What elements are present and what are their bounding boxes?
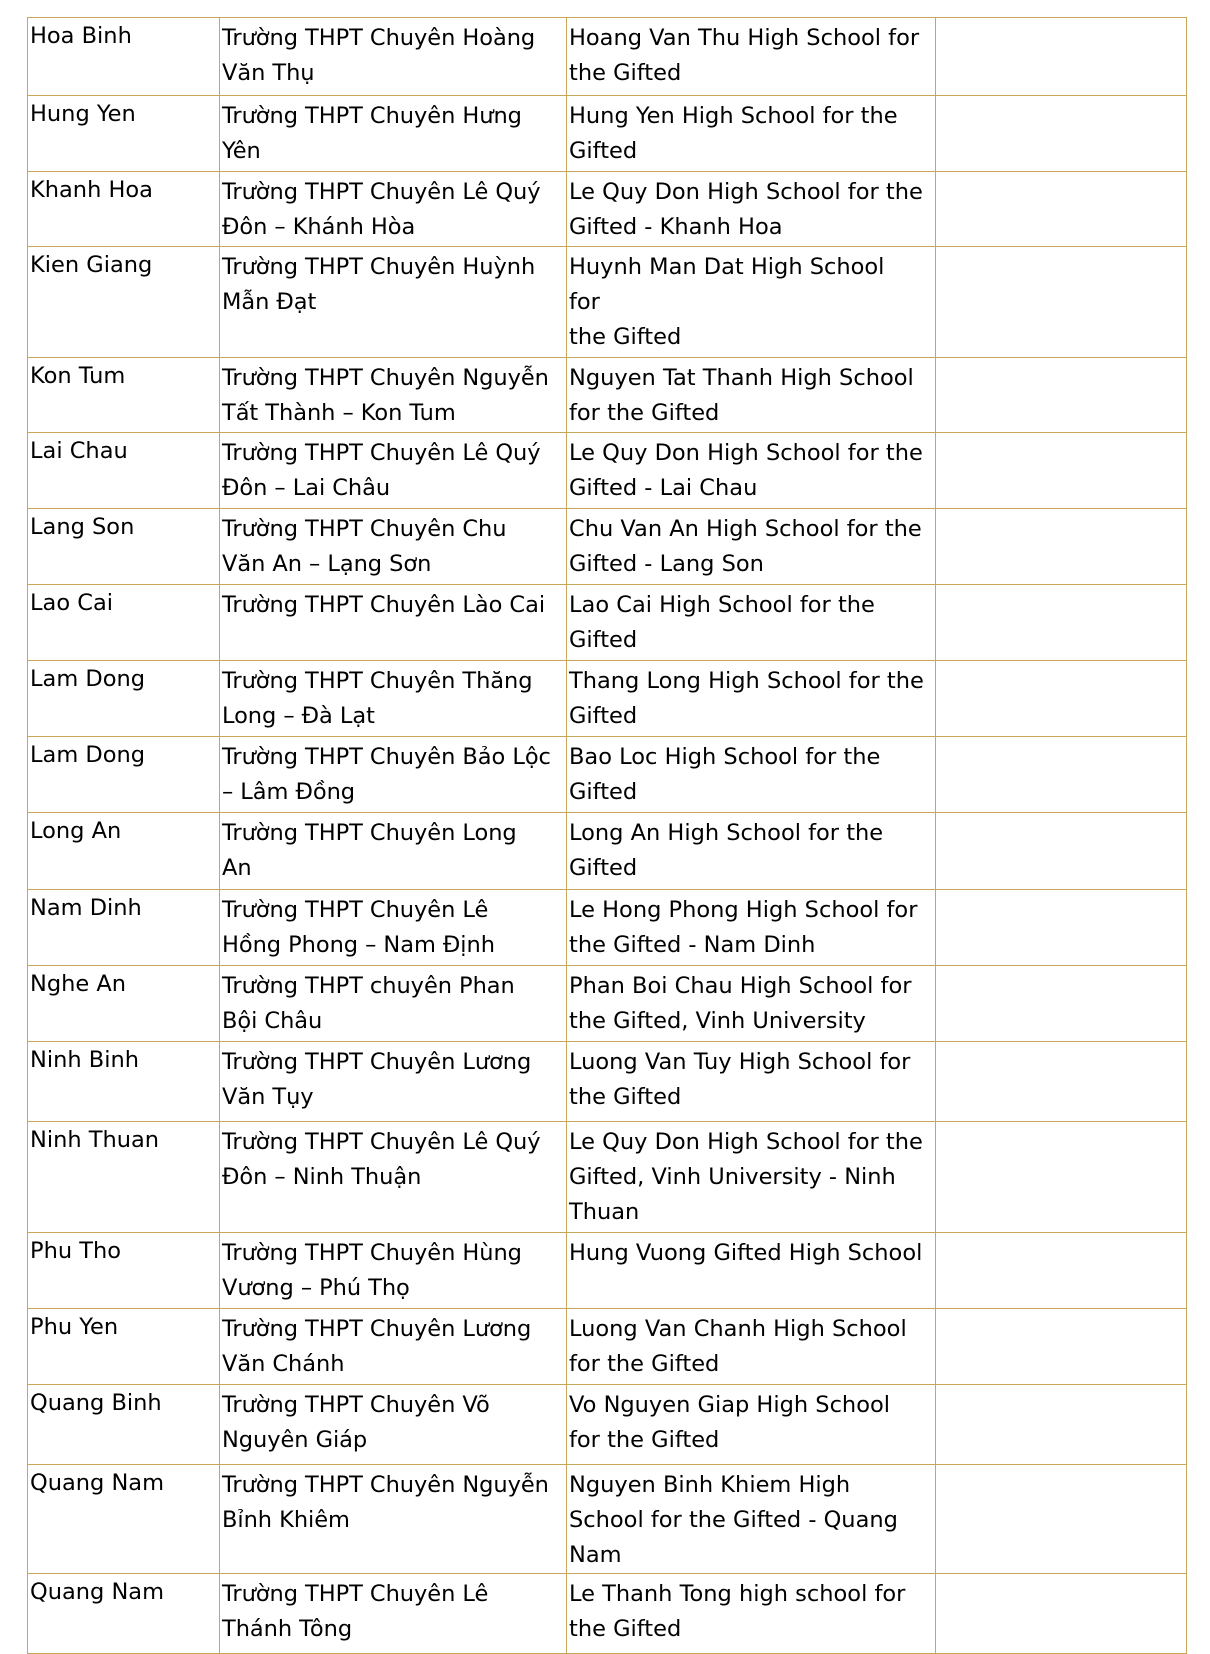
english-school-name: Le Quy Don High School for the Gifted - Lai Chau bbox=[569, 440, 923, 501]
note-cell bbox=[936, 433, 1187, 509]
province-cell bbox=[28, 1465, 220, 1574]
english-school-name: Huynh Man Dat High School for the Gifted bbox=[569, 254, 885, 350]
english-name-cell bbox=[567, 966, 936, 1042]
province-name: Hoa Binh bbox=[30, 23, 132, 49]
vietnamese-name-cell bbox=[220, 585, 567, 661]
vietnamese-school-name: Trường THPT Chuyên Hưng Yên bbox=[222, 103, 522, 164]
province-name: Khanh Hoa bbox=[30, 177, 153, 203]
note-cell bbox=[936, 1574, 1187, 1654]
province-cell bbox=[28, 890, 220, 966]
province-name: Phu Tho bbox=[30, 1238, 122, 1264]
table-row bbox=[28, 1042, 1187, 1122]
english-school-name: Lao Cai High School for the Gifted bbox=[569, 592, 875, 653]
province-cell bbox=[28, 247, 220, 358]
province-name: Lao Cai bbox=[30, 590, 113, 616]
english-school-name: Long An High School for the Gifted bbox=[569, 820, 884, 881]
vietnamese-school-name: Trường THPT Chuyên Nguyễn Bỉnh Khiêm bbox=[222, 1472, 549, 1533]
vietnamese-name-cell bbox=[220, 737, 567, 813]
english-school-name: Le Quy Don High School for the Gifted - Khanh Hoa bbox=[569, 179, 923, 240]
province-cell bbox=[28, 18, 220, 96]
province-cell bbox=[28, 813, 220, 890]
vietnamese-school-name: Trường THPT Chuyên Lương Văn Chánh bbox=[222, 1316, 532, 1377]
english-name-cell bbox=[567, 1465, 936, 1574]
vietnamese-school-name: Trường THPT Chuyên Bảo Lộc – Lâm Đồng bbox=[222, 744, 551, 805]
vietnamese-school-name: Trường THPT Chuyên Hoàng Văn Thụ bbox=[222, 25, 536, 86]
english-school-name: Vo Nguyen Giap High School for the Gifted bbox=[569, 1392, 890, 1453]
table-row bbox=[28, 813, 1187, 890]
vietnamese-school-name: Trường THPT Chuyên Võ Nguyên Giáp bbox=[222, 1392, 490, 1453]
vietnamese-name-cell bbox=[220, 96, 567, 172]
vietnamese-name-cell bbox=[220, 433, 567, 509]
vietnamese-name-cell bbox=[220, 509, 567, 585]
table-row bbox=[28, 585, 1187, 661]
table-row bbox=[28, 1574, 1187, 1654]
english-name-cell bbox=[567, 1574, 936, 1654]
province-name: Nam Dinh bbox=[30, 895, 142, 921]
english-school-name: Le Thanh Tong high school for the Gifted bbox=[569, 1581, 906, 1642]
province-cell bbox=[28, 96, 220, 172]
english-school-name: Hung Vuong Gifted High School bbox=[569, 1240, 923, 1266]
province-name: Lang Son bbox=[30, 514, 135, 540]
english-name-cell bbox=[567, 1233, 936, 1309]
table-row bbox=[28, 18, 1187, 96]
vietnamese-school-name: Trường THPT Chuyên Chu Văn An – Lạng Sơn bbox=[222, 516, 507, 577]
table-row bbox=[28, 1465, 1187, 1574]
english-name-cell bbox=[567, 585, 936, 661]
vietnamese-school-name: Trường THPT Chuyên Lê Quý Đôn – Lai Châu bbox=[222, 440, 541, 501]
table-row bbox=[28, 509, 1187, 585]
vietnamese-name-cell bbox=[220, 890, 567, 966]
vietnamese-name-cell bbox=[220, 1122, 567, 1233]
vietnamese-name-cell bbox=[220, 966, 567, 1042]
english-school-name: Nguyen Tat Thanh High School for the Gifted bbox=[569, 365, 914, 426]
english-name-cell bbox=[567, 1309, 936, 1385]
note-cell bbox=[936, 172, 1187, 247]
vietnamese-name-cell bbox=[220, 1309, 567, 1385]
english-school-name: Le Quy Don High School for the Gifted, Vinh University - Ninh Thuan bbox=[569, 1129, 923, 1225]
vietnamese-name-cell bbox=[220, 661, 567, 737]
province-cell bbox=[28, 1574, 220, 1654]
province-name: Quang Binh bbox=[30, 1390, 162, 1416]
province-cell bbox=[28, 1309, 220, 1385]
english-school-name: Phan Boi Chau High School for the Gifted, Vinh University bbox=[569, 973, 912, 1034]
english-school-name: Luong Van Chanh High School for the Gifted bbox=[569, 1316, 907, 1377]
english-school-name: Nguyen Binh Khiem High School for the Gifted - Quang Nam bbox=[569, 1472, 898, 1568]
english-school-name: Bao Loc High School for the Gifted bbox=[569, 744, 881, 805]
province-cell bbox=[28, 1122, 220, 1233]
province-name: Hung Yen bbox=[30, 101, 136, 127]
vietnamese-school-name: Trường THPT Chuyên Lê Quý Đôn – Khánh Hòa bbox=[222, 179, 541, 240]
english-name-cell bbox=[567, 18, 936, 96]
table-row bbox=[28, 1309, 1187, 1385]
table-row bbox=[28, 1233, 1187, 1309]
english-name-cell bbox=[567, 96, 936, 172]
province-name: Lam Dong bbox=[30, 666, 146, 692]
vietnamese-name-cell bbox=[220, 358, 567, 433]
vietnamese-school-name: Trường THPT Chuyên Lê Hồng Phong – Nam Định bbox=[222, 897, 495, 958]
vietnamese-name-cell bbox=[220, 18, 567, 96]
province-cell bbox=[28, 661, 220, 737]
vietnamese-school-name: Trường THPT Chuyên Huỳnh Mẫn Đạt bbox=[222, 254, 536, 315]
vietnamese-name-cell bbox=[220, 172, 567, 247]
province-cell bbox=[28, 737, 220, 813]
province-name: Lam Dong bbox=[30, 742, 146, 768]
province-name: Long An bbox=[30, 818, 122, 844]
note-cell bbox=[936, 1233, 1187, 1309]
vietnamese-name-cell bbox=[220, 1385, 567, 1465]
vietnamese-name-cell bbox=[220, 1574, 567, 1654]
vietnamese-school-name: Trường THPT Chuyên Lương Văn Tụy bbox=[222, 1049, 532, 1110]
province-cell bbox=[28, 172, 220, 247]
note-cell bbox=[936, 813, 1187, 890]
vietnamese-name-cell bbox=[220, 1042, 567, 1122]
table-row bbox=[28, 96, 1187, 172]
english-school-name: Thang Long High School for the Gifted bbox=[569, 668, 924, 729]
english-name-cell bbox=[567, 433, 936, 509]
vietnamese-school-name: Trường THPT Chuyên Lê Quý Đôn – Ninh Thuận bbox=[222, 1129, 541, 1190]
vietnamese-school-name: Trường THPT Chuyên Nguyễn Tất Thành – Kon Tum bbox=[222, 365, 549, 426]
note-cell bbox=[936, 96, 1187, 172]
province-name: Phu Yen bbox=[30, 1314, 119, 1340]
vietnamese-name-cell bbox=[220, 1233, 567, 1309]
vietnamese-school-name: Trường THPT Chuyên Thăng Long – Đà Lạt bbox=[222, 668, 533, 729]
english-name-cell bbox=[567, 661, 936, 737]
vietnamese-name-cell bbox=[220, 1465, 567, 1574]
note-cell bbox=[936, 1042, 1187, 1122]
english-school-name: Luong Van Tuy High School for the Gifted bbox=[569, 1049, 911, 1110]
schools-table bbox=[27, 17, 1187, 1654]
table-row bbox=[28, 433, 1187, 509]
table-row bbox=[28, 358, 1187, 433]
note-cell bbox=[936, 247, 1187, 358]
vietnamese-name-cell bbox=[220, 247, 567, 358]
province-cell bbox=[28, 1042, 220, 1122]
english-school-name: Hoang Van Thu High School for the Gifted bbox=[569, 25, 920, 86]
english-name-cell bbox=[567, 1385, 936, 1465]
vietnamese-school-name: Trường THPT Chuyên Lê Thánh Tông bbox=[222, 1581, 489, 1642]
province-cell bbox=[28, 585, 220, 661]
note-cell bbox=[936, 1385, 1187, 1465]
note-cell bbox=[936, 737, 1187, 813]
note-cell bbox=[936, 890, 1187, 966]
province-cell bbox=[28, 1385, 220, 1465]
table-row bbox=[28, 661, 1187, 737]
note-cell bbox=[936, 1465, 1187, 1574]
note-cell bbox=[936, 18, 1187, 96]
english-name-cell bbox=[567, 890, 936, 966]
english-name-cell bbox=[567, 1122, 936, 1233]
province-name: Ninh Binh bbox=[30, 1047, 139, 1073]
english-school-name: Le Hong Phong High School for the Gifted - Nam Dinh bbox=[569, 897, 918, 958]
english-name-cell bbox=[567, 247, 936, 358]
table-row bbox=[28, 890, 1187, 966]
note-cell bbox=[936, 661, 1187, 737]
note-cell bbox=[936, 358, 1187, 433]
note-cell bbox=[936, 509, 1187, 585]
note-cell bbox=[936, 1122, 1187, 1233]
english-name-cell bbox=[567, 813, 936, 890]
province-cell bbox=[28, 433, 220, 509]
province-name: Lai Chau bbox=[30, 438, 128, 464]
vietnamese-name-cell bbox=[220, 813, 567, 890]
province-name: Quang Nam bbox=[30, 1470, 164, 1496]
table-row bbox=[28, 1385, 1187, 1465]
vietnamese-school-name: Trường THPT Chuyên Lào Cai bbox=[222, 592, 546, 618]
province-name: Kien Giang bbox=[30, 252, 153, 278]
english-school-name: Chu Van An High School for the Gifted - Lang Son bbox=[569, 516, 922, 577]
province-cell bbox=[28, 1233, 220, 1309]
province-name: Nghe An bbox=[30, 971, 127, 997]
province-name: Quang Nam bbox=[30, 1579, 164, 1605]
table-row bbox=[28, 247, 1187, 358]
province-cell bbox=[28, 358, 220, 433]
english-name-cell bbox=[567, 1042, 936, 1122]
province-cell bbox=[28, 966, 220, 1042]
vietnamese-school-name: Trường THPT chuyên Phan Bội Châu bbox=[222, 973, 515, 1034]
province-name: Kon Tum bbox=[30, 363, 126, 389]
english-school-name: Hung Yen High School for the Gifted bbox=[569, 103, 898, 164]
note-cell bbox=[936, 966, 1187, 1042]
table-row bbox=[28, 737, 1187, 813]
english-name-cell bbox=[567, 172, 936, 247]
table-row bbox=[28, 172, 1187, 247]
table-row bbox=[28, 1122, 1187, 1233]
note-cell bbox=[936, 585, 1187, 661]
english-name-cell bbox=[567, 737, 936, 813]
province-name: Ninh Thuan bbox=[30, 1127, 160, 1153]
note-cell bbox=[936, 1309, 1187, 1385]
table-row bbox=[28, 966, 1187, 1042]
vietnamese-school-name: Trường THPT Chuyên Long An bbox=[222, 820, 517, 881]
english-name-cell bbox=[567, 509, 936, 585]
english-name-cell bbox=[567, 358, 936, 433]
province-cell bbox=[28, 509, 220, 585]
vietnamese-school-name: Trường THPT Chuyên Hùng Vương – Phú Thọ bbox=[222, 1240, 522, 1301]
